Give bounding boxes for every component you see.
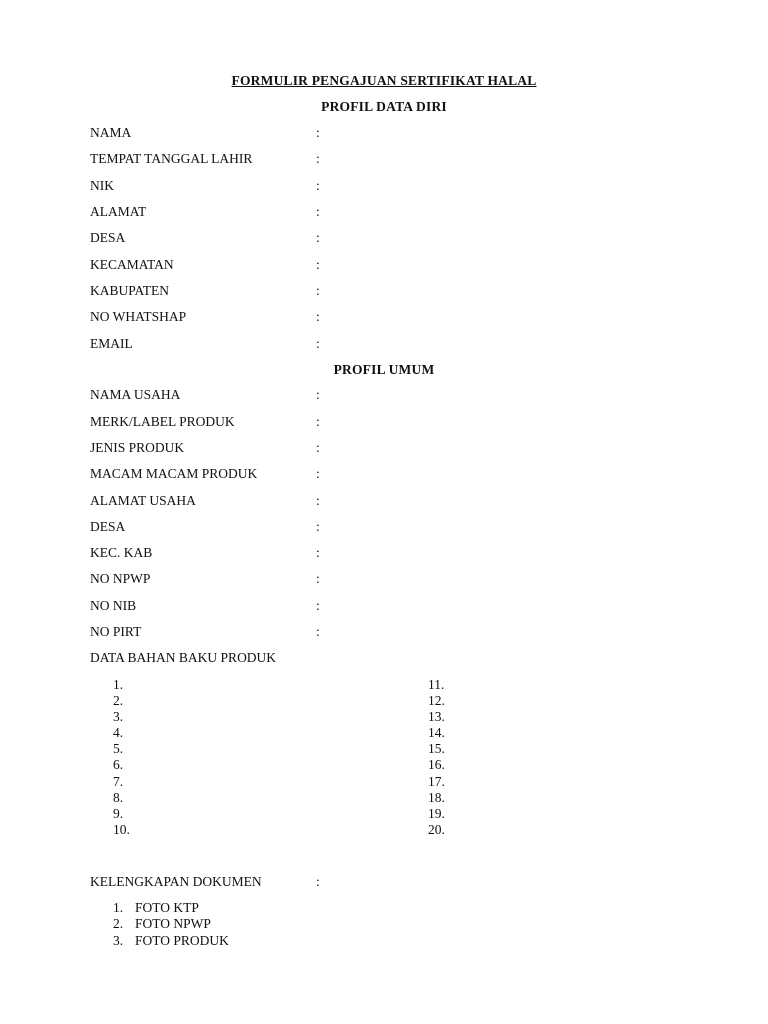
document-text: FOTO NPWP	[135, 916, 211, 932]
field-label: KABUPATEN	[90, 283, 170, 298]
field-colon: :	[316, 283, 320, 298]
field-colon: :	[316, 466, 320, 481]
field-label: MACAM MACAM PRODUK	[90, 466, 258, 481]
list-item: 19.	[428, 805, 445, 821]
list-item: 20.	[428, 821, 445, 837]
documents-list	[113, 900, 229, 949]
field-colon: :	[316, 387, 320, 402]
field-label: ALAMAT USAHA	[90, 493, 196, 508]
field-colon: :	[316, 414, 320, 429]
field-label: EMAIL	[90, 336, 133, 351]
field-colon: :	[316, 230, 320, 245]
field-label: TEMPAT TANGGAL LAHIR	[90, 151, 253, 166]
document-number: 3.	[113, 932, 124, 948]
field-label: NIK	[90, 178, 114, 193]
raw-materials-label: DATA BAHAN BAKU PRODUK	[90, 650, 277, 665]
field-label: KEC. KAB	[90, 545, 153, 560]
list-item: 11.	[428, 677, 445, 692]
field-label: KELENGKAPAN DOKUMEN	[90, 874, 262, 889]
section-title-personal: PROFIL DATA DIRI	[321, 99, 447, 114]
document-item	[113, 916, 229, 932]
list-item: 4.	[113, 725, 124, 741]
field-label: ALAMAT	[90, 204, 147, 219]
form-title: FORMULIR PENGAJUAN SERTIFIKAT HALAL	[231, 73, 537, 88]
field-colon: :	[316, 178, 320, 193]
field-colon: :	[316, 571, 320, 586]
field-colon: :	[316, 440, 320, 455]
field-label: NAMA USAHA	[90, 387, 181, 402]
field-label: KECAMATAN	[90, 257, 174, 272]
document-item	[113, 933, 229, 949]
list-item: 14.	[428, 725, 445, 741]
list-item: 16.	[428, 757, 445, 773]
field-label: NO PIRT	[90, 624, 142, 639]
field-label: NO NIB	[90, 598, 137, 613]
field-colon: :	[316, 519, 320, 534]
list-item: 8.	[113, 789, 124, 805]
field-colon: :	[316, 125, 320, 140]
field-colon: :	[316, 598, 320, 613]
document-text: FOTO KTP	[135, 900, 199, 915]
list-item: 15.	[428, 741, 445, 757]
list-item: 17.	[428, 773, 445, 789]
field-label: NO WHATSHAP	[90, 309, 187, 324]
raw-materials-list-left	[113, 677, 130, 838]
field-colon: :	[316, 151, 320, 166]
field-colon: :	[316, 874, 320, 889]
list-item: 1.	[113, 677, 124, 692]
raw-materials-list-right	[428, 677, 445, 838]
field-colon: :	[316, 309, 320, 324]
field-colon: :	[316, 336, 320, 351]
field-label: DESA	[90, 230, 126, 245]
field-colon: :	[316, 545, 320, 560]
list-item: 7.	[113, 773, 124, 789]
list-item: 3.	[113, 709, 124, 725]
list-item: 5.	[113, 741, 124, 757]
field-label: NO NPWP	[90, 571, 151, 586]
list-item: 9.	[113, 805, 124, 821]
field-colon: :	[316, 257, 320, 272]
field-label: NAMA	[90, 125, 132, 140]
field-label: MERK/LABEL PRODUK	[90, 414, 235, 429]
list-item: 10.	[113, 821, 130, 837]
list-item: 12.	[428, 693, 445, 709]
document-number: 1.	[113, 900, 124, 915]
document-number: 2.	[113, 916, 124, 932]
field-colon: :	[316, 624, 320, 639]
document-text: FOTO PRODUK	[135, 932, 229, 948]
section-title-general: PROFIL UMUM	[333, 362, 435, 377]
list-item: 18.	[428, 789, 445, 805]
list-item: 13.	[428, 709, 445, 725]
field-colon: :	[316, 204, 320, 219]
list-item: 6.	[113, 757, 124, 773]
field-label: DESA	[90, 519, 126, 534]
list-item: 2.	[113, 693, 124, 709]
document-item	[113, 900, 229, 916]
field-colon: :	[316, 493, 320, 508]
field-label: JENIS PRODUK	[90, 440, 185, 455]
